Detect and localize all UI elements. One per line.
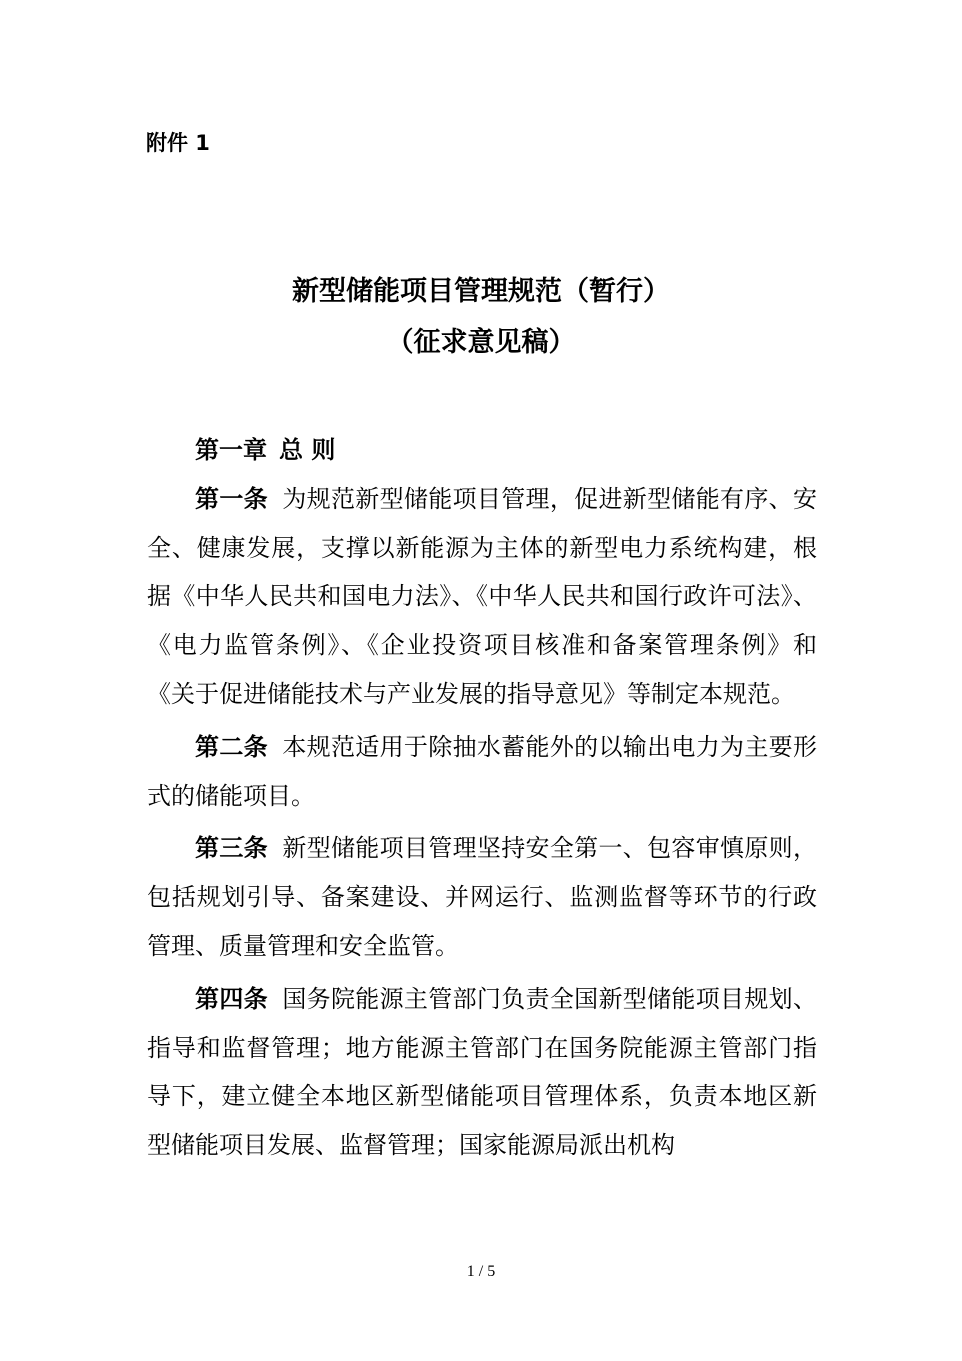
chapter-name: 总 则 (279, 436, 336, 464)
article-1-text: 为规范新型储能项目管理，促进新型储能有序、安全、健康发展，支撑以新能源为主体的新型电力系统构建，根据《中华人民共和国电力法》、《中华人民共和国行政许可法》、《电力监管条例》、《企业投资项目核准和备案管理条例》和《关于促进储能技术与产业发展的指导意见》等制定本规范。 (147, 484, 818, 708)
chapter-number: 第一章 (195, 436, 267, 464)
article-3-text: 新型储能项目管理坚持安全第一、包容审慎原则，包括规划引导、备案建设、并网运行、监测监督等环节的行政管理、质量管理和安全监管。 (147, 834, 818, 960)
article-2-label: 第二条 (195, 732, 268, 761)
attachment-label: 附件 1 (146, 131, 210, 155)
article-1-label: 第一条 (195, 484, 268, 513)
article-4 (147, 975, 817, 1170)
article-2 (147, 723, 817, 821)
article-3 (147, 824, 817, 970)
article-1 (147, 475, 817, 719)
chapter-heading (147, 426, 817, 475)
article-2-text: 本规范适用于除抽水蓄能外的以输出电力为主要形式的储能项目。 (147, 732, 818, 810)
document-title: 新型储能项目管理规范（暂行） (292, 276, 670, 307)
document-body (147, 426, 817, 1170)
document-subtitle: （征求意见稿） (386, 327, 576, 358)
article-4-label: 第四条 (195, 984, 268, 1013)
article-3-label: 第三条 (195, 834, 268, 863)
article-4-text: 国务院能源主管部门负责全国新型储能项目规划、指导和监督管理；地方能源主管部门在国务院能源主管部门指导下，建立健全本地区新型储能项目管理体系，负责本地区新型储能项目发展、监督管理；国家能源局派出机构 (147, 984, 818, 1160)
page-number: 1 / 5 (466, 1263, 496, 1280)
